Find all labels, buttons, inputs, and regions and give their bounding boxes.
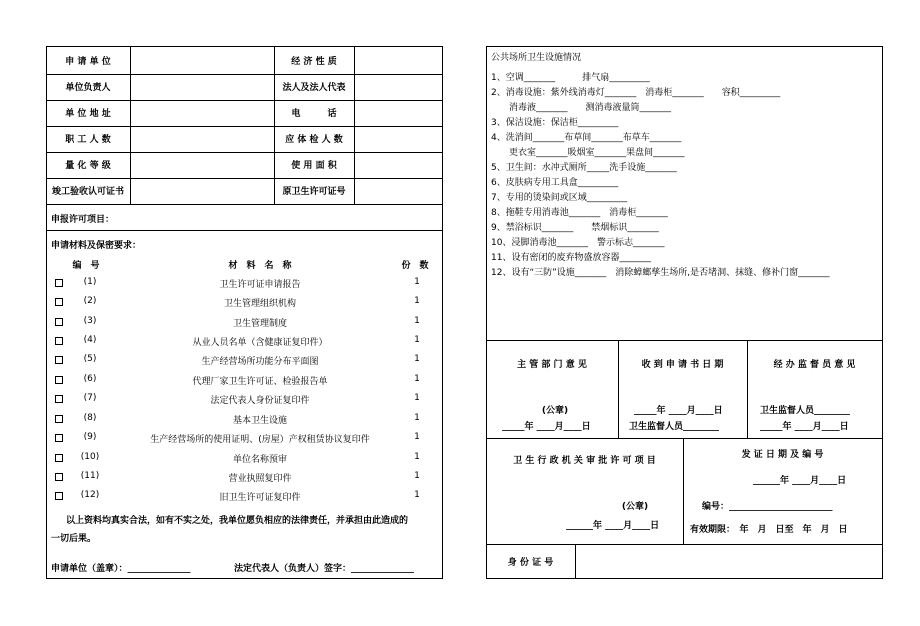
material-row — [0, 354, 450, 368]
field-label-unit: 申 请 单 位 — [65, 57, 111, 67]
checkbox[interactable] — [55, 337, 63, 345]
handler-inspector: 卫生监督人员________ — [760, 406, 851, 416]
material-name: 法定代表人身份证复印件 — [210, 396, 310, 406]
checkbox[interactable] — [55, 279, 63, 287]
material-row — [0, 432, 450, 446]
field-label-economy: 经 济 性 质 — [291, 57, 337, 67]
material-qty: 1 — [414, 374, 420, 384]
checkbox[interactable] — [55, 356, 63, 364]
facility-item: 8、拖鞋专用消毒池_______ 消毒柜_______ — [491, 208, 668, 218]
material-name: 旧卫生许可证复印件 — [219, 493, 301, 503]
checkbox[interactable] — [55, 298, 63, 306]
field-label-head: 单位负责人 — [65, 83, 111, 93]
checkbox[interactable] — [55, 492, 63, 500]
facility-item: 5、卫生间：水冲式厕所_____洗手设施_______ — [491, 163, 677, 173]
material-name: 卫生许可证申请报告 — [219, 280, 301, 290]
material-no: (6) — [83, 374, 97, 384]
material-name: 代理厂家卫生许可证、检验报告单 — [192, 377, 328, 387]
field-label-staff: 职 工 人 数 — [65, 135, 111, 145]
facility-item: 6、皮肤病专用工具盒_________ — [491, 178, 619, 188]
material-no: (1) — [83, 277, 97, 287]
material-row — [0, 393, 450, 407]
declaration-line-1: 以上资料均真实合法，如有不实之处，我单位愿负相应的法律责任，并承担由此造成的 — [66, 516, 409, 526]
material-row — [0, 452, 450, 466]
material-row — [0, 277, 450, 291]
material-name: 卫生管理组织机构 — [223, 299, 296, 309]
material-name: 营业执照复印件 — [228, 474, 292, 484]
material-name: 生产经营场所的使用证明、(房屋）产权租赁协议复印件 — [150, 435, 370, 445]
facility-item: 7、专用的烫染间或区域_________ — [491, 193, 628, 203]
field-label-address: 单 位 地 址 — [65, 109, 111, 119]
receipt-inspector: 卫生监督人员________ — [629, 422, 720, 432]
material-no: (2) — [83, 296, 97, 306]
sign-unit: 申请单位（盖章）：______________ — [51, 564, 191, 574]
field-label-checkup: 应 体 检 人 数 — [285, 135, 343, 145]
material-row — [0, 335, 450, 349]
col-header-qty: 份 数 — [401, 261, 429, 271]
approval-seal: (公章) — [621, 502, 649, 512]
material-no: (11) — [80, 471, 100, 481]
facility-item: 4、洗消间_______布草间_______布草车_______ — [491, 133, 682, 143]
material-name: 单位名称预审 — [232, 455, 287, 465]
facility-item: 消毒液_______ 测消毒液量筒_______ — [491, 103, 672, 113]
checkbox[interactable] — [55, 395, 63, 403]
field-label-area: 使 用 面 积 — [291, 161, 337, 171]
material-no: (4) — [83, 335, 97, 345]
material-qty: 1 — [414, 413, 420, 423]
handler-opinion-label: 经 办 监 督 员 意 见 — [773, 360, 856, 370]
material-qty: 1 — [414, 335, 420, 345]
facility-item: 10、浸脚消毒池_______ 警示标志_______ — [491, 238, 665, 248]
material-row — [0, 374, 450, 388]
dept-seal: (公章) — [541, 406, 569, 416]
checkbox[interactable] — [55, 415, 63, 423]
material-qty: 1 — [414, 432, 420, 442]
field-label-phone: 电 话 — [291, 109, 337, 119]
facility-item: 9、禁浴标识_______ 禁烟标识_______ — [491, 223, 659, 233]
material-no: (9) — [83, 432, 97, 442]
handler-date: _____年 ____月____日 — [760, 422, 849, 432]
material-row — [0, 471, 450, 485]
material-qty: 1 — [414, 393, 420, 403]
checkbox[interactable] — [55, 454, 63, 462]
receipt-date-label: 收 到 申 请 书 日 期 — [641, 360, 724, 370]
facility-item: 12、设有“三防”设施_______ 消除蟑螂孳生场所,是否堵洞、抹缝、修补门窗_______ — [491, 268, 830, 278]
dept-date: _____年 ____月____日 — [502, 422, 591, 432]
validity-period: 有效期限： 年 月 日至 年 月 日 — [690, 525, 848, 535]
material-qty: 1 — [414, 490, 420, 500]
material-name: 卫生管理制度 — [232, 319, 287, 329]
material-no: (5) — [83, 354, 97, 364]
facility-item: 11、设有密闭的废弃物盛放容器_______ — [491, 253, 651, 263]
materials-title: 申请材料及保密要求： — [51, 241, 142, 251]
facilities-title: 公共场所卫生设施情况 — [491, 53, 582, 63]
approval-items-label: 卫 生 行 政 机 关 审 批 许 可 项 目 — [513, 456, 656, 466]
facility-item: 更衣室_______吸烟室_______果盘间_______ — [491, 148, 685, 158]
id-number-label: 身 份 证 号 — [507, 558, 554, 568]
field-label-grade: 量 化 等 级 — [65, 161, 111, 171]
material-qty: 1 — [414, 316, 420, 326]
material-no: (12) — [80, 490, 100, 500]
checkbox[interactable] — [55, 434, 63, 442]
dept-opinion-label: 主 管 部 门 意 见 — [517, 360, 587, 370]
field-label-old-permit: 原卫生许可证号 — [282, 187, 346, 197]
issue-number: 编号：_______________________ — [702, 502, 833, 512]
permit-items-label: 申报许可项目： — [51, 215, 115, 225]
material-name: 生产经营场所功能分布平面图 — [201, 357, 319, 367]
receipt-date: _____年 ____月____日 — [634, 406, 723, 416]
material-qty: 1 — [414, 471, 420, 481]
material-no: (7) — [83, 393, 97, 403]
approval-date: ______年 ____月____日 — [566, 521, 660, 531]
facility-item: 3、保洁设施：保洁柜_________ — [491, 118, 619, 128]
material-row — [0, 413, 450, 427]
facility-item: 2、消毒设施：紫外线消毒灯_______ 消毒柜_______ 容积_________ — [491, 88, 781, 98]
field-label-legal: 法人及法人代表 — [282, 83, 346, 93]
material-qty: 1 — [414, 452, 420, 462]
material-row — [0, 296, 450, 310]
material-no: (8) — [83, 413, 97, 423]
material-qty: 1 — [414, 296, 420, 306]
material-name: 基本卫生设施 — [232, 416, 287, 426]
issue-date: ______年 ____月____日 — [753, 476, 847, 486]
material-no: (3) — [83, 316, 97, 326]
checkbox[interactable] — [55, 318, 63, 326]
checkbox[interactable] — [55, 376, 63, 384]
sign-representative: 法定代表人（负责人）签字：______________ — [234, 564, 415, 574]
material-qty: 1 — [414, 354, 420, 364]
material-row — [0, 316, 450, 330]
col-header-name: 材 料 名 称 — [228, 261, 292, 271]
facility-item: 1、空调_______ 排气扇_________ — [491, 73, 650, 83]
material-no: (10) — [80, 452, 100, 462]
field-label-acceptance: 竣工验收认可证书 — [51, 187, 124, 197]
material-name: 从业人员名单（含健康证复印件） — [192, 338, 328, 348]
issue-label: 发 证 日 期 及 编 号 — [741, 450, 824, 460]
declaration-line-2: 一切后果。 — [51, 534, 97, 544]
checkbox[interactable] — [55, 473, 63, 481]
col-header-no: 编 号 — [72, 261, 100, 271]
material-qty: 1 — [414, 277, 420, 287]
material-row — [0, 490, 450, 504]
